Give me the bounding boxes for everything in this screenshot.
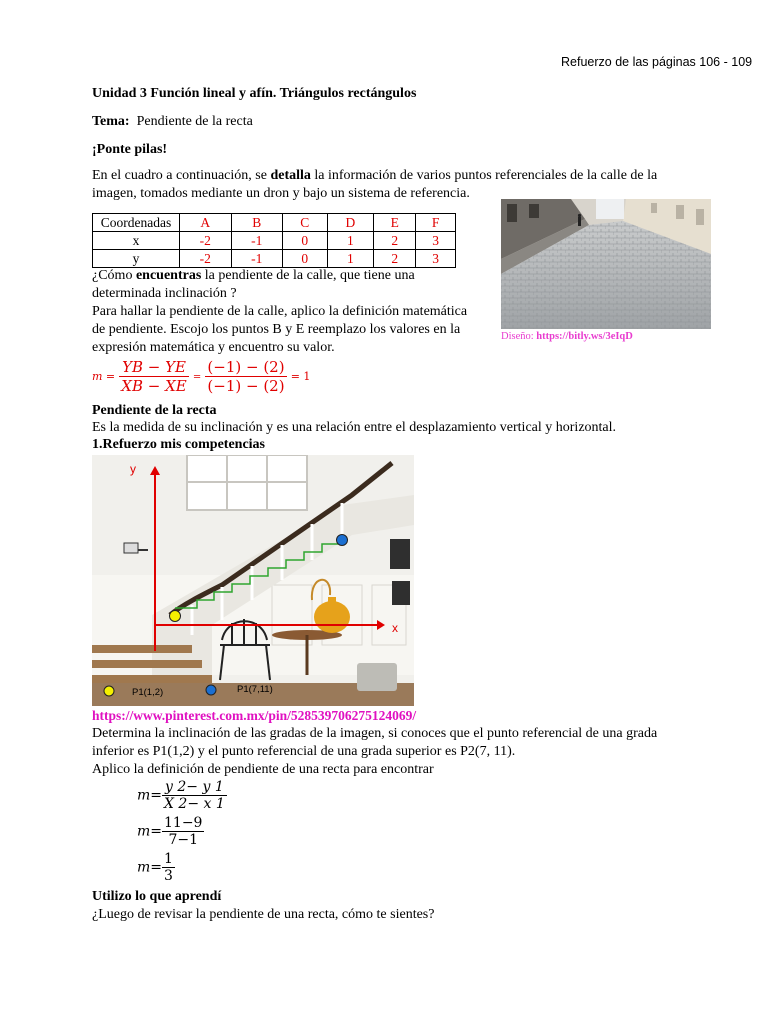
tema-line — [92, 114, 253, 130]
problem-line-1: Determina la inclinación de las gradas de la imagen, si conoces que el punto referencial de una grada — [92, 726, 658, 741]
formula-values — [137, 815, 204, 848]
formula-denominator-values: (−1) − (2) — [207, 377, 285, 395]
table-cell: 1 — [327, 232, 374, 250]
problem-line-3: Aplico la definición de pendiente de una recta para encontrar — [92, 762, 434, 777]
question-bold: encuentras — [135, 268, 202, 283]
table-header-row — [93, 214, 456, 232]
formula-denominator: 7−1 — [168, 832, 199, 848]
explain-line-1: Para hallar la pendiente de la calle, aplico la definición matemática — [92, 304, 468, 319]
table-cell: -1 — [231, 250, 283, 268]
question-text: la pendiente de la calle, que tiene una — [201, 268, 415, 283]
question-text: ¿Cómo — [92, 268, 136, 283]
table-cell: 3 — [416, 250, 456, 268]
problem-line-2: inferior es P1(1,2) y el punto referencial de una grada superior es P2(7, 11). — [92, 744, 516, 759]
caption-label: Diseño: — [501, 331, 537, 342]
formula-denominator: 3 — [164, 868, 173, 884]
table-header-cell: A — [180, 214, 232, 232]
slope-definition: Es la medida de su inclinación y es una relación entre el desplazamiento vertical y horizontal. — [92, 420, 617, 435]
legend-p1-label: P1(1,2) — [132, 687, 164, 698]
table-cell: 0 — [283, 250, 327, 268]
intro-bold: detalla — [270, 168, 311, 183]
formula-equals: = — [192, 372, 202, 383]
formula-result — [137, 851, 175, 884]
intro-line-2: imagen, tomados mediante un dron y bajo un sistema de referencia. — [92, 186, 470, 201]
formula-m: m = — [92, 370, 116, 383]
question-line-1 — [92, 268, 415, 284]
table-cell: -2 — [180, 232, 232, 250]
slope-title: Pendiente de la recta — [92, 403, 217, 418]
explain-line-2: de pendiente. Escojo los puntos B y E reemplazo los valores en la — [92, 322, 461, 337]
explain-line-3: expresión matemática y encuentro su valor. — [92, 340, 335, 355]
refuerzo-heading: 1.Refuerzo mis competencias — [92, 437, 266, 452]
formula-general — [137, 779, 227, 812]
table-header-cell: F — [416, 214, 456, 232]
formula-numerator: y 2− y 1 — [162, 779, 227, 796]
table-header-cell: Coordenadas — [93, 214, 180, 232]
formula-result: = 1 — [290, 370, 311, 383]
table-cell: 1 — [327, 250, 374, 268]
table-row — [93, 232, 456, 250]
final-question: ¿Luego de revisar la pendiente de una recta, cómo te sientes? — [92, 907, 435, 922]
formula-m: m= — [137, 859, 163, 876]
formula-denominator: X 2− x 1 — [164, 796, 225, 812]
formula-fraction — [162, 779, 227, 812]
formula-fraction — [119, 358, 188, 395]
table-cell: x — [93, 232, 180, 250]
table-cell: -1 — [231, 232, 283, 250]
table-cell: y — [93, 250, 180, 268]
table-header-cell: E — [374, 214, 416, 232]
formula-fraction — [162, 815, 204, 848]
y-axis-label: y — [130, 462, 136, 476]
table-header-cell: D — [327, 214, 374, 232]
table-cell: 3 — [416, 232, 456, 250]
intro-text: En el cuadro a continuación, se — [92, 168, 271, 183]
formula-slope-be — [92, 358, 310, 395]
formula-m: m= — [137, 823, 163, 840]
formula-numerator-values: (−1) − (2) — [207, 358, 285, 376]
tema-label: Tema: — [92, 114, 130, 129]
table-header-cell: C — [283, 214, 327, 232]
page-header: Refuerzo de las páginas 106 - 109 — [561, 55, 753, 69]
caption-link[interactable]: https://bitly.ws/3eIqD — [536, 331, 633, 342]
table-cell: 2 — [374, 232, 416, 250]
x-axis-label: x — [392, 621, 398, 635]
pinterest-link[interactable]: https://www.pinterest.com.mx/pin/528539706275124069/ — [92, 708, 417, 723]
formula-numerator: 1 — [164, 851, 173, 867]
tema-value: Pendiente de la recta — [136, 114, 253, 129]
formula-numerator: YB − YE — [119, 358, 188, 377]
table-row — [93, 250, 456, 268]
coordinates-table — [92, 213, 456, 268]
table-cell: 0 — [283, 232, 327, 250]
point-p1-yellow — [170, 611, 181, 622]
table-cell: 2 — [374, 250, 416, 268]
legend-yellow-point — [104, 686, 114, 696]
point-p2-blue — [337, 535, 348, 546]
formula-fraction-values — [205, 358, 286, 395]
utilizo-heading: Utilizo lo que aprendí — [92, 889, 222, 904]
intro-line-1 — [92, 168, 657, 184]
street-photo — [501, 199, 711, 329]
table-cell: -2 — [180, 250, 232, 268]
legend-p2-label: P1(7,11) — [237, 684, 273, 695]
stairs-photo — [92, 455, 414, 706]
question-line-2: determinada inclinación ? — [92, 286, 237, 301]
formula-fraction — [162, 851, 175, 884]
formula-denominator: XB − XE — [121, 377, 187, 395]
unit-title: Unidad 3 Función lineal y afín. Triángulos rectángulos — [92, 86, 417, 101]
formula-numerator: 11−9 — [164, 815, 203, 831]
ponte-pilas-heading: ¡Ponte pilas! — [92, 142, 168, 157]
intro-text: la información de varios puntos referenciales de la calle de la — [310, 168, 658, 183]
table-header-cell: B — [231, 214, 283, 232]
legend-blue-point — [206, 685, 216, 695]
street-caption — [501, 331, 633, 342]
formula-m: m= — [137, 787, 163, 804]
